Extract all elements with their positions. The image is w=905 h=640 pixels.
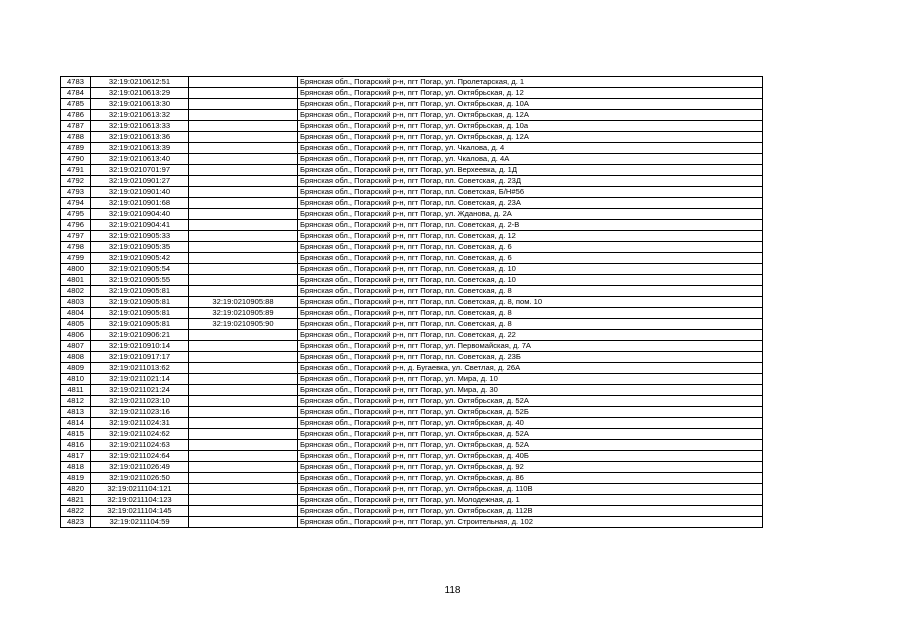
row-number-cell: 4797 <box>61 231 91 242</box>
row-number-cell: 4801 <box>61 275 91 286</box>
table-row <box>61 517 763 528</box>
parent-cadastral-number-cell <box>189 198 298 209</box>
table-row <box>61 253 763 264</box>
row-number-cell: 4805 <box>61 319 91 330</box>
address-cell: Брянская обл., Погарский р-н, пгт Погар, пл. Советская, д. 22 <box>298 330 763 341</box>
parent-cadastral-number-cell <box>189 110 298 121</box>
cadastral-number-cell: 32:19:0210612:51 <box>91 77 189 88</box>
row-number-cell: 4816 <box>61 440 91 451</box>
table-row <box>61 231 763 242</box>
parent-cadastral-number-cell <box>189 77 298 88</box>
address-cell: Брянская обл., Погарский р-н, пгт Погар, ул. Октябрьская, д. 52Б <box>298 407 763 418</box>
row-number-cell: 4807 <box>61 341 91 352</box>
address-cell: Брянская обл., Погарский р-н, пгт Погар, ул. Октябрьская, д. 112В <box>298 506 763 517</box>
register-table-body <box>61 77 763 528</box>
cadastral-number-cell: 32:19:0211104:59 <box>91 517 189 528</box>
address-cell: Брянская обл., Погарский р-н, пгт Погар, ул. Октябрьская, д. 10А <box>298 99 763 110</box>
row-number-cell: 4815 <box>61 429 91 440</box>
table-row <box>61 484 763 495</box>
parent-cadastral-number-cell <box>189 209 298 220</box>
address-cell: Брянская обл., Погарский р-н, пгт Погар, ул. Мира, д. 10 <box>298 374 763 385</box>
parent-cadastral-number-cell <box>189 440 298 451</box>
cadastral-number-cell: 32:19:0210905:81 <box>91 319 189 330</box>
row-number-cell: 4785 <box>61 99 91 110</box>
table-row <box>61 319 763 330</box>
row-number-cell: 4820 <box>61 484 91 495</box>
table-row <box>61 242 763 253</box>
table-row <box>61 341 763 352</box>
address-cell: Брянская обл., Погарский р-н, пгт Погар, ул. Чкалова, д. 4А <box>298 154 763 165</box>
row-number-cell: 4789 <box>61 143 91 154</box>
row-number-cell: 4792 <box>61 176 91 187</box>
parent-cadastral-number-cell <box>189 506 298 517</box>
parent-cadastral-number-cell <box>189 462 298 473</box>
cadastral-number-cell: 32:19:0211023:16 <box>91 407 189 418</box>
table-row <box>61 154 763 165</box>
address-cell: Брянская обл., Погарский р-н, пгт Погар, ул. Жданова, д. 2А <box>298 209 763 220</box>
parent-cadastral-number-cell <box>189 451 298 462</box>
table-row <box>61 297 763 308</box>
row-number-cell: 4811 <box>61 385 91 396</box>
row-number-cell: 4784 <box>61 88 91 99</box>
table-row <box>61 429 763 440</box>
cadastral-number-cell: 32:19:0210613:40 <box>91 154 189 165</box>
address-cell: Брянская обл., Погарский р-н, пгт Погар, пл. Советская, д. 2-В <box>298 220 763 231</box>
cadastral-number-cell: 32:19:0210910:14 <box>91 341 189 352</box>
row-number-cell: 4799 <box>61 253 91 264</box>
row-number-cell: 4794 <box>61 198 91 209</box>
address-cell: Брянская обл., Погарский р-н, пгт Погар, ул. Октябрьская, д. 12А <box>298 110 763 121</box>
address-cell: Брянская обл., Погарский р-н, пгт Погар, ул. Октябрьская, д. 110В <box>298 484 763 495</box>
parent-cadastral-number-cell <box>189 121 298 132</box>
address-cell: Брянская обл., Погарский р-н, пгт Погар, пл. Советская, д. 10 <box>298 264 763 275</box>
parent-cadastral-number-cell <box>189 165 298 176</box>
address-cell: Брянская обл., Погарский р-н, пгт Погар, ул. Верхеевка, д. 1Д <box>298 165 763 176</box>
row-number-cell: 4798 <box>61 242 91 253</box>
table-row <box>61 132 763 143</box>
address-cell: Брянская обл., Погарский р-н, пгт Погар, пл. Советская, д. 6 <box>298 242 763 253</box>
parent-cadastral-number-cell <box>189 385 298 396</box>
address-cell: Брянская обл., Погарский р-н, пгт Погар, пл. Советская, д. 23А <box>298 198 763 209</box>
table-row <box>61 264 763 275</box>
table-row <box>61 495 763 506</box>
cadastral-number-cell: 32:19:0210905:55 <box>91 275 189 286</box>
address-cell: Брянская обл., Погарский р-н, пгт Погар, ул. Мира, д. 30 <box>298 385 763 396</box>
address-cell: Брянская обл., Погарский р-н, пгт Погар, ул. Октябрьская, д. 10а <box>298 121 763 132</box>
address-cell: Брянская обл., Погарский р-н, пгт Погар, пл. Советская, Б/Н#56 <box>298 187 763 198</box>
row-number-cell: 4788 <box>61 132 91 143</box>
parent-cadastral-number-cell <box>189 407 298 418</box>
address-cell: Брянская обл., Погарский р-н, пгт Погар, ул. Строительная, д. 102 <box>298 517 763 528</box>
table-row <box>61 363 763 374</box>
cadastral-number-cell: 32:19:0210906:21 <box>91 330 189 341</box>
parent-cadastral-number-cell <box>189 473 298 484</box>
cadastral-number-cell: 32:19:0210905:81 <box>91 297 189 308</box>
cadastral-number-cell: 32:19:0211026:49 <box>91 462 189 473</box>
row-number-cell: 4813 <box>61 407 91 418</box>
row-number-cell: 4800 <box>61 264 91 275</box>
parent-cadastral-number-cell <box>189 418 298 429</box>
address-cell: Брянская обл., Погарский р-н, д. Бугаевка, ул. Светлая, д. 26А <box>298 363 763 374</box>
table-row <box>61 165 763 176</box>
address-cell: Брянская обл., Погарский р-н, пгт Погар, пл. Советская, д. 8 <box>298 286 763 297</box>
table-row <box>61 396 763 407</box>
cadastral-number-cell: 32:19:0211024:63 <box>91 440 189 451</box>
cadastral-number-cell: 32:19:0210613:33 <box>91 121 189 132</box>
table-row <box>61 77 763 88</box>
address-cell: Брянская обл., Погарский р-н, пгт Погар, пл. Советская, д. 23Д <box>298 176 763 187</box>
row-number-cell: 4819 <box>61 473 91 484</box>
parent-cadastral-number-cell: 32:19:0210905:90 <box>189 319 298 330</box>
row-number-cell: 4790 <box>61 154 91 165</box>
cadastral-number-cell: 32:19:0210905:81 <box>91 286 189 297</box>
address-cell: Брянская обл., Погарский р-н, пгт Погар, ул. Молодежная, д. 1 <box>298 495 763 506</box>
table-row <box>61 110 763 121</box>
parent-cadastral-number-cell <box>189 363 298 374</box>
table-row <box>61 352 763 363</box>
cadastral-number-cell: 32:19:0210613:39 <box>91 143 189 154</box>
row-number-cell: 4791 <box>61 165 91 176</box>
row-number-cell: 4821 <box>61 495 91 506</box>
cadastral-number-cell: 32:19:0210613:36 <box>91 132 189 143</box>
cadastral-number-cell: 32:19:0211024:31 <box>91 418 189 429</box>
table-row <box>61 198 763 209</box>
table-row <box>61 176 763 187</box>
parent-cadastral-number-cell <box>189 484 298 495</box>
address-cell: Брянская обл., Погарский р-н, пгт Погар, ул. Октябрьская, д. 86 <box>298 473 763 484</box>
address-cell: Брянская обл., Погарский р-н, пгт Погар, ул. Чкалова, д. 4 <box>298 143 763 154</box>
table-row <box>61 121 763 132</box>
parent-cadastral-number-cell <box>189 176 298 187</box>
address-cell: Брянская обл., Погарский р-н, пгт Погар, пл. Советская, д. 12 <box>298 231 763 242</box>
address-cell: Брянская обл., Погарский р-н, пгт Погар, ул. Октябрьская, д. 52А <box>298 440 763 451</box>
cadastral-number-cell: 32:19:0210905:42 <box>91 253 189 264</box>
cadastral-number-cell: 32:19:0210613:29 <box>91 88 189 99</box>
cadastral-number-cell: 32:19:0210901:40 <box>91 187 189 198</box>
table-row <box>61 451 763 462</box>
row-number-cell: 4817 <box>61 451 91 462</box>
cadastral-number-cell: 32:19:0210905:33 <box>91 231 189 242</box>
cadastral-number-cell: 32:19:0211104:121 <box>91 484 189 495</box>
parent-cadastral-number-cell <box>189 99 298 110</box>
address-cell: Брянская обл., Погарский р-н, пгт Погар, ул. Первомайская, д. 7А <box>298 341 763 352</box>
cadastral-number-cell: 32:19:0210905:81 <box>91 308 189 319</box>
cadastral-number-cell: 32:19:0211104:123 <box>91 495 189 506</box>
cadastral-number-cell: 32:19:0210701:97 <box>91 165 189 176</box>
parent-cadastral-number-cell <box>189 88 298 99</box>
address-cell: Брянская обл., Погарский р-н, пгт Погар, ул. Октябрьская, д. 12А <box>298 132 763 143</box>
row-number-cell: 4802 <box>61 286 91 297</box>
cadastral-number-cell: 32:19:0211021:14 <box>91 374 189 385</box>
cadastral-number-cell: 32:19:0211024:64 <box>91 451 189 462</box>
row-number-cell: 4809 <box>61 363 91 374</box>
address-cell: Брянская обл., Погарский р-н, пгт Погар, пл. Советская, д. 8 <box>298 308 763 319</box>
address-cell: Брянская обл., Погарский р-н, пгт Погар, ул. Октябрьская, д. 52А <box>298 396 763 407</box>
row-number-cell: 4795 <box>61 209 91 220</box>
parent-cadastral-number-cell <box>189 330 298 341</box>
table-row <box>61 209 763 220</box>
address-cell: Брянская обл., Погарский р-н, пгт Погар, пл. Советская, д. 6 <box>298 253 763 264</box>
row-number-cell: 4808 <box>61 352 91 363</box>
row-number-cell: 4783 <box>61 77 91 88</box>
address-cell: Брянская обл., Погарский р-н, пгт Погар, пл. Советская, д. 8 <box>298 319 763 330</box>
row-number-cell: 4814 <box>61 418 91 429</box>
parent-cadastral-number-cell <box>189 187 298 198</box>
table-row <box>61 374 763 385</box>
table-row <box>61 407 763 418</box>
property-register-table <box>60 76 763 528</box>
row-number-cell: 4787 <box>61 121 91 132</box>
row-number-cell: 4803 <box>61 297 91 308</box>
row-number-cell: 4812 <box>61 396 91 407</box>
parent-cadastral-number-cell <box>189 253 298 264</box>
address-cell: Брянская обл., Погарский р-н, пгт Погар, ул. Октябрьская, д. 12 <box>298 88 763 99</box>
address-cell: Брянская обл., Погарский р-н, пгт Погар, ул. Октябрьская, д. 40 <box>298 418 763 429</box>
row-number-cell: 4818 <box>61 462 91 473</box>
parent-cadastral-number-cell <box>189 242 298 253</box>
address-cell: Брянская обл., Погарский р-н, пгт Погар, пл. Советская, д. 8, пом. 10 <box>298 297 763 308</box>
cadastral-number-cell: 32:19:0210901:27 <box>91 176 189 187</box>
parent-cadastral-number-cell: 32:19:0210905:88 <box>189 297 298 308</box>
table-row <box>61 275 763 286</box>
table-row <box>61 143 763 154</box>
cadastral-number-cell: 32:19:0211026:50 <box>91 473 189 484</box>
cadastral-number-cell: 32:19:0211023:10 <box>91 396 189 407</box>
cadastral-number-cell: 32:19:0210904:41 <box>91 220 189 231</box>
parent-cadastral-number-cell <box>189 286 298 297</box>
table-row <box>61 187 763 198</box>
row-number-cell: 4822 <box>61 506 91 517</box>
cadastral-number-cell: 32:19:0210905:54 <box>91 264 189 275</box>
table-row <box>61 220 763 231</box>
cadastral-number-cell: 32:19:0210905:35 <box>91 242 189 253</box>
address-cell: Брянская обл., Погарский р-н, пгт Погар, пл. Советская, д. 10 <box>298 275 763 286</box>
address-cell: Брянская обл., Погарский р-н, пгт Погар, пл. Советская, д. 23Б <box>298 352 763 363</box>
row-number-cell: 4806 <box>61 330 91 341</box>
table-row <box>61 440 763 451</box>
parent-cadastral-number-cell <box>189 231 298 242</box>
cadastral-number-cell: 32:19:0210613:32 <box>91 110 189 121</box>
parent-cadastral-number-cell <box>189 374 298 385</box>
address-cell: Брянская обл., Погарский р-н, пгт Погар, ул. Октябрьская, д. 52А <box>298 429 763 440</box>
cadastral-number-cell: 32:19:0210917:17 <box>91 352 189 363</box>
row-number-cell: 4796 <box>61 220 91 231</box>
cadastral-number-cell: 32:19:0211104:145 <box>91 506 189 517</box>
row-number-cell: 4793 <box>61 187 91 198</box>
row-number-cell: 4786 <box>61 110 91 121</box>
parent-cadastral-number-cell <box>189 220 298 231</box>
parent-cadastral-number-cell <box>189 275 298 286</box>
row-number-cell: 4823 <box>61 517 91 528</box>
row-number-cell: 4810 <box>61 374 91 385</box>
address-cell: Брянская обл., Погарский р-н, пгт Погар, ул. Октябрьская, д. 92 <box>298 462 763 473</box>
cadastral-number-cell: 32:19:0211021:24 <box>91 385 189 396</box>
parent-cadastral-number-cell <box>189 352 298 363</box>
address-cell: Брянская обл., Погарский р-н, пгт Погар, ул. Октябрьская, д. 40Б <box>298 451 763 462</box>
table-row <box>61 286 763 297</box>
parent-cadastral-number-cell <box>189 341 298 352</box>
table-row <box>61 99 763 110</box>
parent-cadastral-number-cell <box>189 264 298 275</box>
row-number-cell: 4804 <box>61 308 91 319</box>
parent-cadastral-number-cell <box>189 396 298 407</box>
parent-cadastral-number-cell: 32:19:0210905:89 <box>189 308 298 319</box>
table-row <box>61 418 763 429</box>
parent-cadastral-number-cell <box>189 132 298 143</box>
table-row <box>61 88 763 99</box>
table-row <box>61 506 763 517</box>
cadastral-number-cell: 32:19:0211024:62 <box>91 429 189 440</box>
table-row <box>61 473 763 484</box>
table-row <box>61 330 763 341</box>
table-row <box>61 462 763 473</box>
address-cell: Брянская обл., Погарский р-н, пгт Погар, ул. Пролетарская, д. 1 <box>298 77 763 88</box>
page-number: 118 <box>444 585 461 596</box>
cadastral-number-cell: 32:19:0210613:30 <box>91 99 189 110</box>
parent-cadastral-number-cell <box>189 429 298 440</box>
cadastral-number-cell: 32:19:0210904:40 <box>91 209 189 220</box>
parent-cadastral-number-cell <box>189 143 298 154</box>
cadastral-number-cell: 32:19:0210901:68 <box>91 198 189 209</box>
parent-cadastral-number-cell <box>189 154 298 165</box>
table-row <box>61 308 763 319</box>
table-row <box>61 385 763 396</box>
parent-cadastral-number-cell <box>189 495 298 506</box>
parent-cadastral-number-cell <box>189 517 298 528</box>
cadastral-number-cell: 32:19:0211013:62 <box>91 363 189 374</box>
